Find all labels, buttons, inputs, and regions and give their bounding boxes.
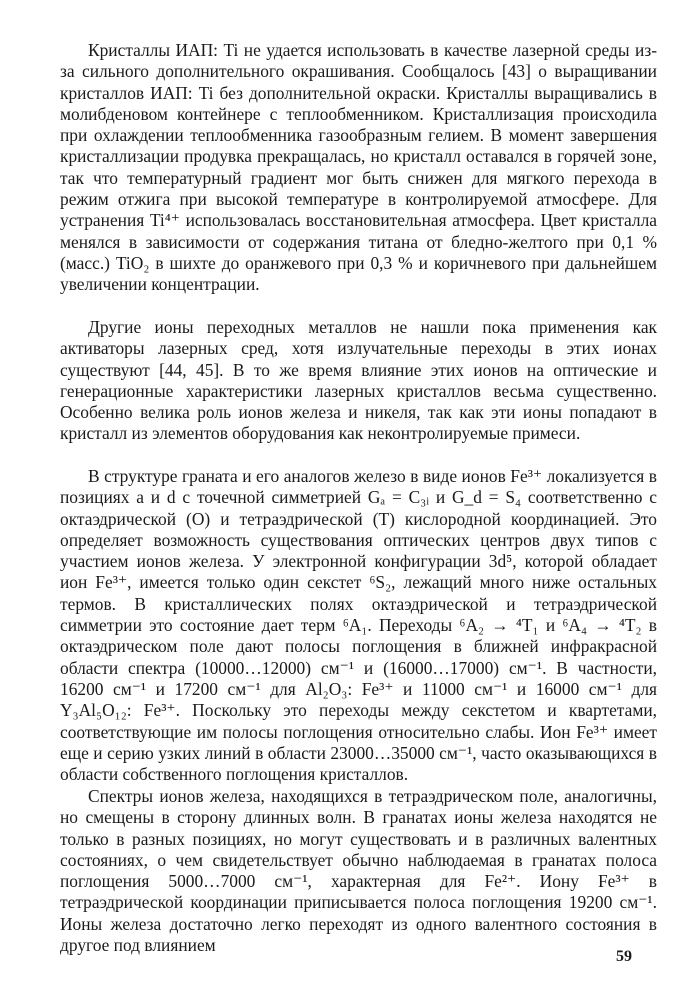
paragraph-4: Спектры ионов железа, находящихся в тетраэдрическом поле, аналогичны, но смещены в сторону длинных волн. В гранатах ионы железа находятся не только в разных позициях, но могут существовать и в различных валентных состояниях, о чем свидетельствует обычно наблюдаемая в гранатах полоса поглощения 5000…7000 см⁻¹, характерная для Fe²⁺. Иону Fe³⁺ в тетраэдрической координации приписывается полоса поглощения 19200 см⁻¹. Ионы железа достаточно легко переходят из одного валентного состояния в другое под влиянием (60, 786, 657, 956)
page-number: 59 (616, 948, 632, 965)
paragraph-1: Кристаллы ИАП: Ti не удается использовать в качестве лазерной среды из-за сильного дополнительного окрашивания. Сообщалось [43] о выращивании кристаллов ИАП: Ti без дополнительной окраски. Кристаллы выращивались в молибденовом контейнере с теплообменником. Кристаллизация происходила при охлаждении теплообменника газообразным гелием. В момент завершения кристаллизации продувка прекращалась, но кристалл оставался в горячей зоне, так что температурный градиент мог быть снижен для мягкого перехода в режим отжига при высокой температуре в контролируемой атмосфере. Для устранения Ti⁴⁺ использовалась восстановительная атмосфера. Цвет кристалла менялся в зависимости от содержания титана от бледно-желтого при 0,1 % (масс.) TiO₂ в шихте до оранжевого при 0,3 % и коричневого при дальнейшем увеличении концентрации. (60, 40, 657, 295)
paragraph-2: Другие ионы переходных металлов не нашли пока применения как активаторы лазерных сред, хотя излучательные переходы в этих ионах существуют [44, 45]. В то же время влияние этих ионов на оптические и генерационные характеристики лазерных кристаллов весьма существенно. Особенно велика роль ионов железа и никеля, так как эти ионы попадают в кристалл из элементов оборудования как неконтролируемые примеси. (60, 317, 657, 444)
paragraph-3: В структуре граната и его аналогов железо в виде ионов Fe³⁺ локализуется в позициях a и d с точечной симметрией Gₐ = C₃ᵢ и G_d = S₄ соответственно с октаэдрической (O) и тетраэдрической (T) кислородной координацией. Это определяет возможность существования оптических центров двух типов с участием ионов железа. У электронной конфигурации 3d⁵, которой обладает ион Fe³⁺, имеется только один секстет ⁶S₂, лежащий много ниже остальных термов. В кристаллических полях октаэдрической и тетраэдрической симметрии это состояние дает терм ⁶A₁. Переходы ⁶A₂ → ⁴T₁ и ⁶A₄ → ⁴T₂ в октаэдрическом поле дают полосы поглощения в ближней инфракрасной области спектра (10000…12000) см⁻¹ и (16000…17000) см⁻¹. В частности, 16200 см⁻¹ и 17200 см⁻¹ для Al₂O₃: Fe³⁺ и 11000 см⁻¹ и 16000 см⁻¹ для Y₃Al₅O₁₂: Fe³⁺. Поскольку это переходы между секстетом и квартетами, соответствующие им полосы поглощения относительно слабы. Ион Fe³⁺ имеет еще и серию узких линий в области 23000…35000 см⁻¹, часто оказывающихся в области собственного поглощения кристаллов. (60, 466, 657, 785)
page-body (60, 40, 657, 978)
